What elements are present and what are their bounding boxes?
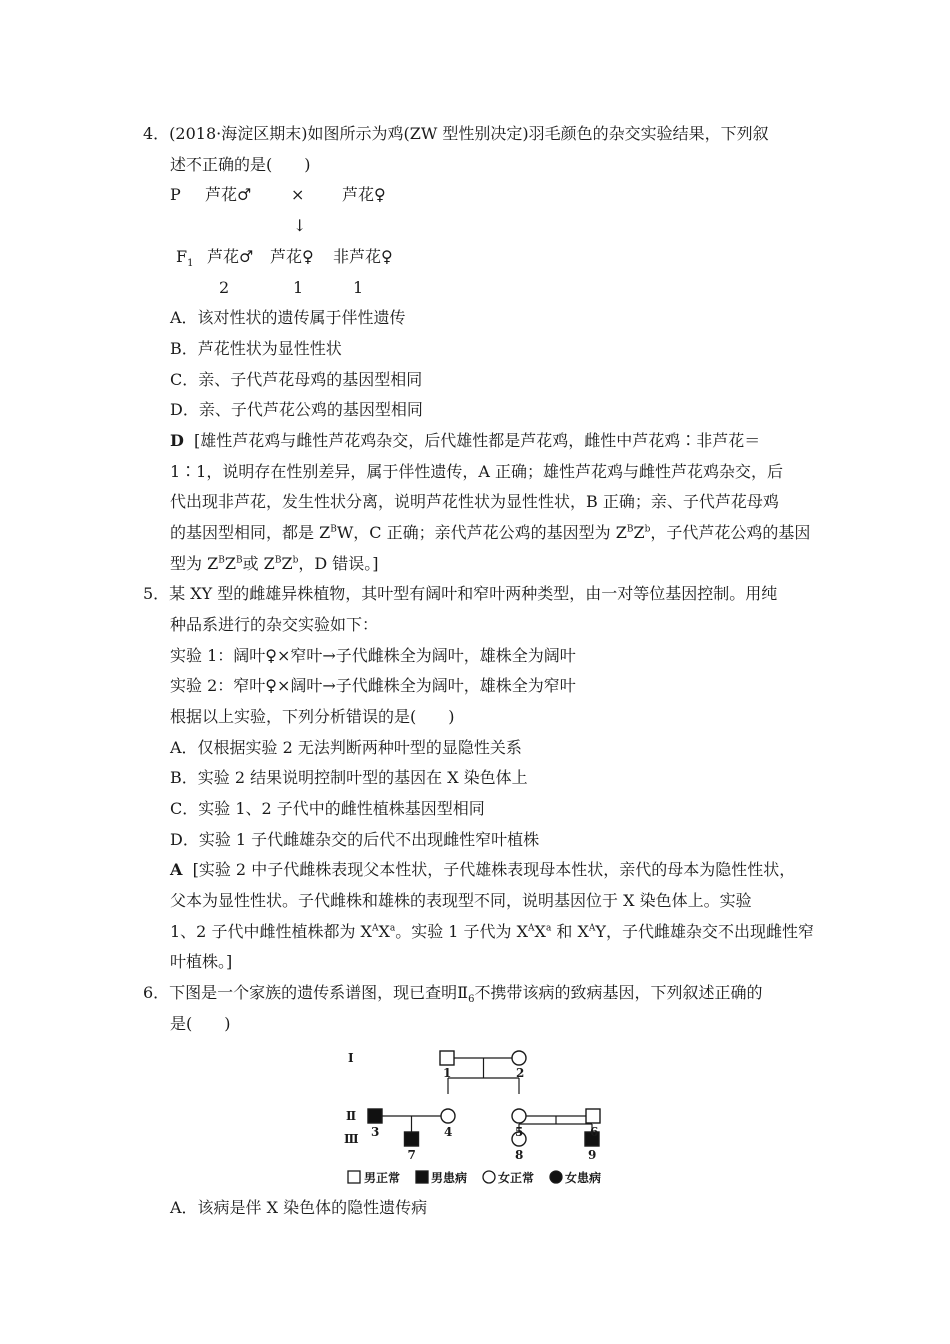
- cross-f1-female: 芦花♀: [270, 247, 314, 266]
- label-6: 6: [590, 1125, 599, 1139]
- generation-I-label: Ⅰ: [348, 1051, 354, 1065]
- cross-p-label: P: [170, 185, 181, 204]
- q5-answer-key: A: [170, 860, 183, 879]
- legend-male-normal-symbol: [348, 1171, 360, 1183]
- pedigree-diagram: [338, 1045, 618, 1190]
- individual-1-male-normal: [440, 1051, 454, 1065]
- legend-male-normal-label: 男正常: [364, 1171, 401, 1185]
- legend-female-affected-label: 女患病: [565, 1171, 602, 1185]
- generation-II-label: Ⅱ: [346, 1109, 357, 1123]
- generation-III-label: Ⅲ: [344, 1132, 359, 1146]
- legend-female-normal-symbol: [483, 1171, 495, 1183]
- q6-stem-line1: 6．下图是一个家族的遗传系谱图，现已查明$Ⅱ_6$不携带该病的致病基因，下列叙述正确的: [143, 983, 763, 1006]
- q5-option-b: B．实验 2 结果说明控制叶型的基因在 X 染色体上: [170, 768, 528, 787]
- label-7: 7: [407, 1148, 416, 1162]
- label-5: 5: [515, 1125, 524, 1139]
- q5-stem-line1: 5．某 XY 型的雌雄异株植物，其叶型有阔叶和窄叶两种类型，由一对等位基因控制。用纯: [143, 584, 778, 603]
- q4-answer-key: D: [170, 431, 184, 450]
- individual-2-female-normal: [512, 1051, 526, 1065]
- individual-7-male-affected: [405, 1132, 419, 1146]
- cross-p-male: 芦花♂: [205, 185, 252, 204]
- q4-answer-line5: 型为 $Z^BZ^B$或 $Z^BZ^b$，D 错误。]: [170, 554, 379, 573]
- label-1: 1: [443, 1066, 452, 1080]
- q5-answer-line4: 叶植株。]: [170, 952, 233, 971]
- label-9: 9: [588, 1148, 597, 1162]
- q5-experiment-1: 实验 1：阔叶♀×窄叶→子代雌株全为阔叶，雄株全为阔叶: [170, 646, 576, 665]
- cross-arrow: ↓: [293, 216, 307, 235]
- individual-4-female-normal: [441, 1109, 455, 1123]
- q6-stem-line2: 是( ): [170, 1014, 231, 1033]
- individual-5-female-normal: [512, 1109, 526, 1123]
- q5-option-d: D．实验 1 子代雌雄杂交的后代不出现雌性窄叶植株: [170, 830, 540, 849]
- cross-f1-label: $F_1$: [176, 247, 194, 270]
- q5-option-a: A．仅根据实验 2 无法判断两种叶型的显隐性关系: [170, 738, 522, 757]
- q5-answer-line2: 父本为显性性状。子代雌株和雄株的表现型不同，说明基因位于 X 染色体上。实验: [170, 891, 752, 910]
- ratio-c: 1: [353, 278, 364, 297]
- ratio-b: 1: [293, 278, 304, 297]
- q5-question: 根据以上实验，下列分析错误的是( ): [170, 707, 455, 726]
- q5-answer-line3: 1、2 子代中雌性植株都为 $X^AX^a$。实验 1 子代为 $X^AX^a$ 和 $X^AY$，子代雌雄杂交不出现雌性窄: [170, 922, 814, 941]
- label-4: 4: [444, 1125, 453, 1139]
- cross-sign: ×: [291, 185, 305, 204]
- q4-answer-line2: 1∶1，说明存在性别差异，属于伴性遗传，A 正确；雄性芦花鸡与雌性芦花鸡杂交，后: [170, 462, 784, 481]
- q4-option-a: A．该对性状的遗传属于伴性遗传: [170, 308, 406, 327]
- label-8: 8: [515, 1148, 524, 1162]
- legend-female-normal-label: 女正常: [498, 1171, 535, 1185]
- legend-male-affected-label: 男患病: [431, 1171, 468, 1185]
- q4-stem-line1: 4．(2018·海淀区期末)如图所示为鸡(ZW 型性别决定)羽毛颜色的杂交实验结果，下列叙: [143, 124, 769, 143]
- q4-option-c: C．亲、子代芦花母鸡的基因型相同: [170, 370, 423, 389]
- label-3: 3: [371, 1125, 380, 1139]
- individual-6-male-normal: [586, 1109, 600, 1123]
- label-2: 2: [516, 1066, 525, 1080]
- cross-p-female: 芦花♀: [342, 185, 386, 204]
- q5-answer-line1: A [实验 2 中子代雌株表现父本性状，子代雄株表现母本性状，亲代的母本为隐性性状，: [170, 860, 796, 879]
- q4-answer-line1: D [雄性芦花鸡与雌性芦花鸡杂交，后代雄性都是芦花鸡，雌性中芦花鸡∶非芦花＝: [170, 431, 761, 450]
- ratio-a: 2: [219, 278, 230, 297]
- q5-experiment-2: 实验 2：窄叶♀×阔叶→子代雌株全为阔叶，雄株全为窄叶: [170, 676, 576, 695]
- q4-option-b: B．芦花性状为显性性状: [170, 339, 342, 358]
- q4-option-d: D．亲、子代芦花公鸡的基因型相同: [170, 400, 423, 419]
- cross-f1-nonbarred-female: 非芦花♀: [333, 247, 393, 266]
- q5-option-c: C．实验 1、2 子代中的雌性植株基因型相同: [170, 799, 485, 818]
- q4-answer-line3: 代出现非芦花，发生性状分离，说明芦花性状为显性性状，B 正确；亲、子代芦花母鸡: [170, 492, 779, 511]
- q5-stem-line2: 种品系进行的杂交实验如下：: [170, 615, 379, 634]
- individual-3-male-affected: [368, 1109, 382, 1123]
- q4-stem-line2: 述不正确的是( ): [170, 155, 311, 174]
- q6-option-a: A．该病是伴 X 染色体的隐性遗传病: [170, 1198, 428, 1217]
- q4-answer-line4: 的基因型相同，都是 $Z^BW$，C 正确；亲代芦花公鸡的基因型为 $Z^BZ^b$，子代芦花公鸡的基因: [170, 523, 811, 542]
- legend-male-affected-symbol: [416, 1171, 428, 1183]
- legend-female-affected-symbol: [550, 1171, 562, 1183]
- cross-f1-male: 芦花♂: [207, 247, 254, 266]
